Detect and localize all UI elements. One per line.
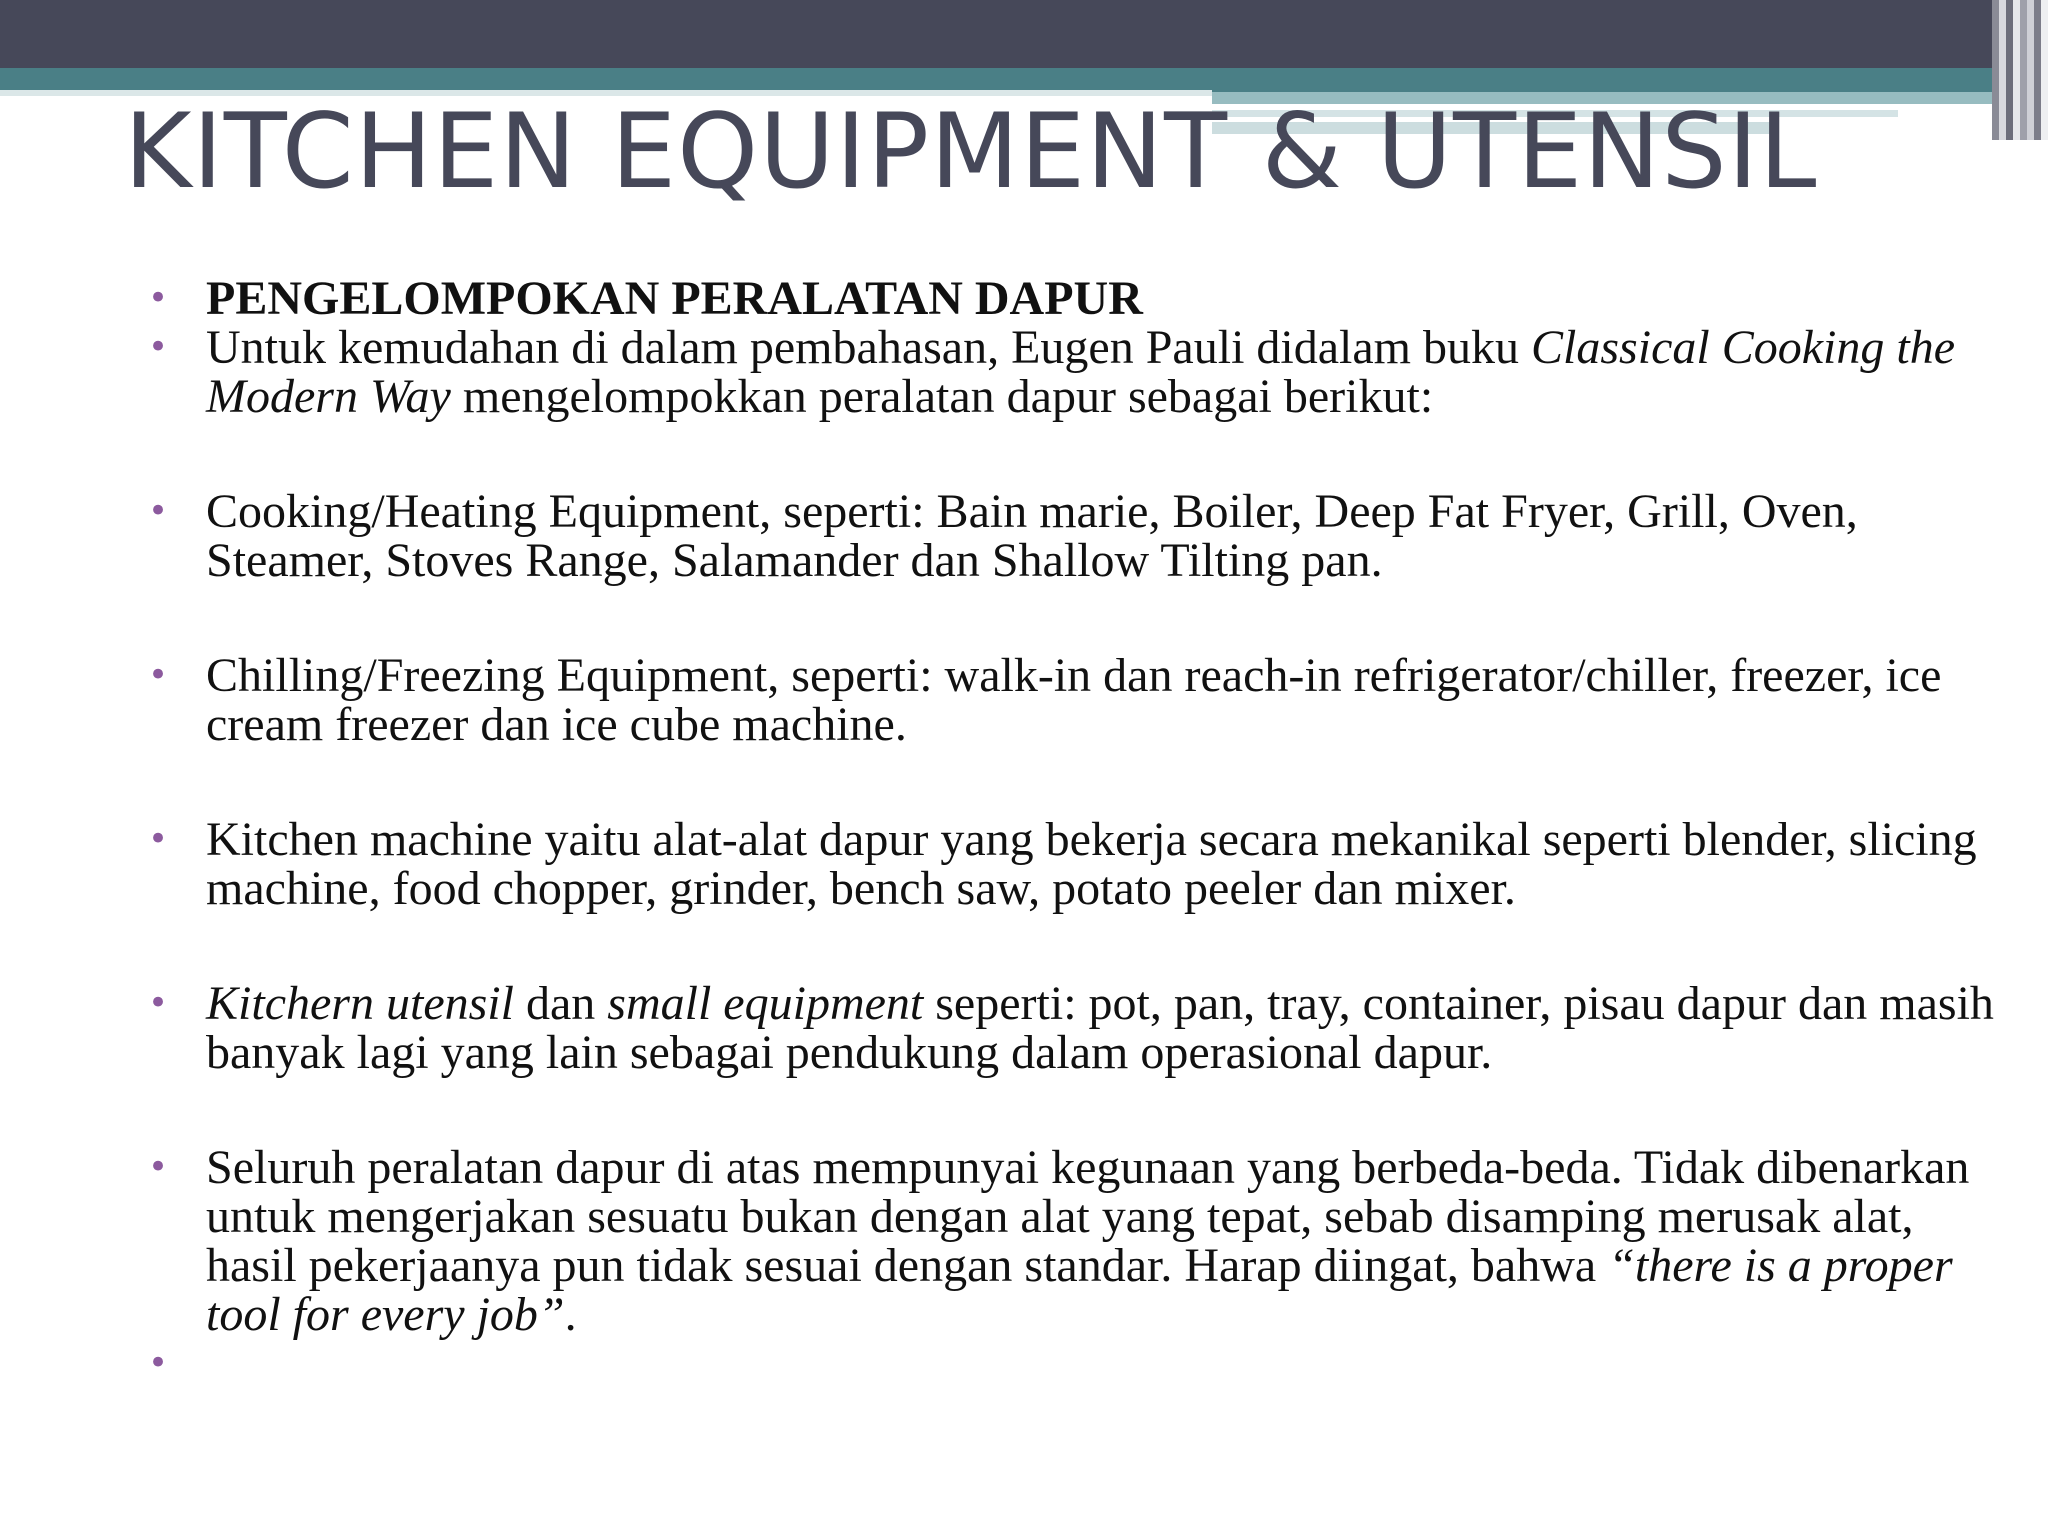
intro-text-pre: Untuk kemudahan di dalam pembahasan, Eugen Pauli didalam buku [206,321,1532,374]
proper-tool-quote: “there is a proper tool for every job” [206,1239,1953,1341]
bullet-marker: • [148,655,169,695]
list-item-chilling-equipment [148,651,2008,749]
header-bar-dark [0,0,2048,68]
cooking-equipment-text: Cooking/Heating Equipment, seperti: Bain marie, Boiler, Deep Fat Fryer, Grill, Oven, Steamer, Stoves Range, Salamander dan Shallow Tilting pan. [206,485,1858,587]
small-equipment-term: small equipment [607,977,924,1030]
list-item-proper-tool [148,1143,2008,1339]
bullet-marker: • [148,278,169,318]
utensil-text-post: seperti: pot, pan, tray, container, pisau dapur dan masih banyak lagi yang lain sebagai pendukung dalam operasional dapur. [206,977,1994,1079]
list-item-kitchen-machine [148,815,2008,913]
list-item-heading [148,274,2008,323]
intro-text-post: mengelompokkan peralatan dapur sebagai berikut: [450,370,1434,423]
header-stripes-decoration [1992,0,2048,140]
bullet-list [148,272,2008,1383]
bullet-marker: • [148,1147,169,1187]
bullet-marker: • [148,983,169,1023]
bullet-marker: • [148,819,169,859]
chilling-equipment-text: Chilling/Freezing Equipment, seperti: walk-in dan reach-in refrigerator/chiller, freezer, ice cream freezer dan ice cube machine. [206,649,1942,751]
book-title: Classical Cooking the Modern Way [206,321,1955,423]
list-item-utensil [148,979,2008,1077]
proper-tool-text-pre: Seluruh peralatan dapur di atas mempunyai kegunaan yang berbeda-beda. Tidak dibenarkan untuk mengerjakan sesuatu bukan dengan alat yang tepat, sebab disamping merusak alat, hasil pekerjaanya pun tidak sesuai dengan standar. Harap diingat, bahwa [206,1141,1970,1292]
bullet-marker: • [148,1343,169,1383]
utensil-term: Kitchern utensil [206,977,514,1030]
proper-tool-text-post: . [564,1288,577,1341]
section-heading: PENGELOMPOKAN PERALATAN DAPUR [206,272,1143,325]
list-item-intro [148,323,2008,421]
header-bar-teal [0,68,2048,92]
list-item-cooking-equipment [148,487,2008,585]
slide-title: KITCHEN EQUIPMENT & UTENSIL [124,92,1818,212]
bullet-marker: • [148,327,169,367]
utensil-connector: dan [513,977,608,1030]
kitchen-machine-text: Kitchen machine yaitu alat-alat dapur yang bekerja secara mekanikal seperti blender, slicing machine, food chopper, grinder, bench saw, potato peeler dan mixer. [206,813,1977,915]
bullet-marker: • [148,491,169,531]
